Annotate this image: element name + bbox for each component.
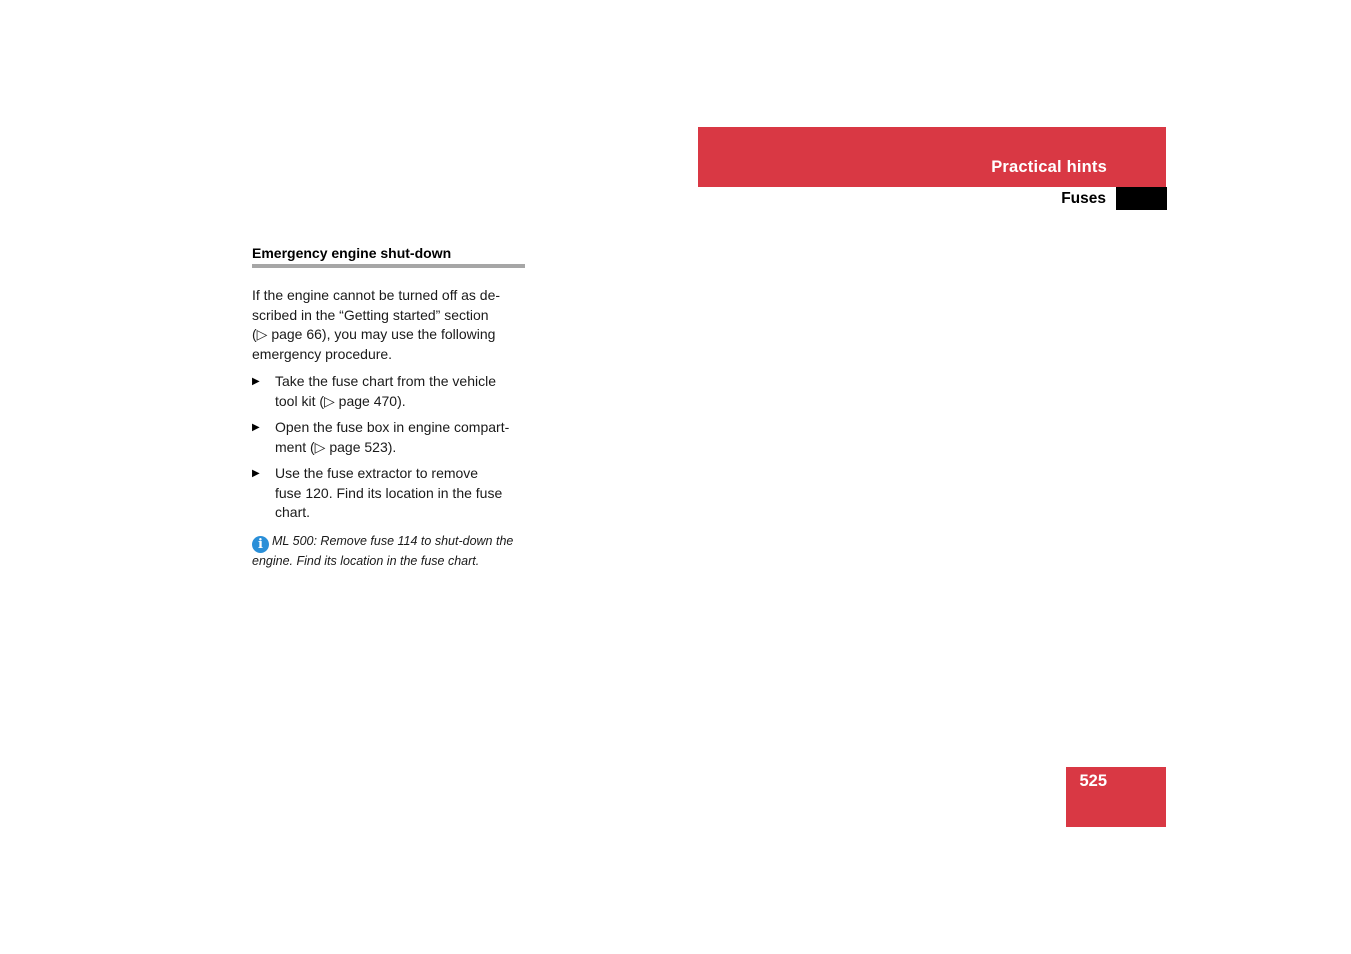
main-content	[252, 245, 525, 570]
page-number-box	[1066, 767, 1166, 827]
note-line: engine. Find its location in the fuse chart.	[252, 553, 480, 568]
triangle-bullet-icon: ▶	[252, 422, 260, 433]
intro-paragraph	[252, 286, 525, 364]
info-note	[252, 533, 525, 570]
section-heading: Emergency engine shut-down	[252, 245, 525, 268]
chapter-header-band	[698, 127, 1166, 187]
intro-line: emergency procedure.	[252, 345, 393, 362]
procedure-step	[252, 418, 525, 457]
step-line: tool kit (▷ page 470).	[275, 392, 406, 409]
triangle-bullet-icon: ▶	[252, 468, 260, 479]
intro-line: (▷ page 66), you may use the following	[252, 326, 496, 342]
triangle-bullet-icon: ▶	[252, 376, 260, 387]
step-line: Open the fuse box in engine compart-	[275, 419, 510, 435]
note-line: ML 500: Remove fuse 114 to shut-down the	[272, 533, 514, 548]
section-title: Fuses	[1061, 190, 1106, 207]
intro-line: scribed in the “Getting started” section	[252, 306, 489, 323]
step-line: fuse 120. Find its location in the fuse	[275, 484, 503, 501]
step-line: Take the fuse chart from the vehicle	[275, 373, 496, 389]
chapter-title: Practical hints	[991, 158, 1107, 176]
step-line: ment (▷ page 523).	[275, 438, 397, 455]
intro-line: If the engine cannot be turned off as de-	[252, 287, 501, 303]
procedure-step	[252, 372, 525, 411]
section-tab-marker	[1116, 187, 1167, 210]
step-line: chart.	[275, 504, 311, 520]
page-number: 525	[1079, 772, 1107, 790]
procedure-step	[252, 464, 525, 523]
info-icon: i	[252, 536, 269, 553]
step-line: Use the fuse extractor to remove	[275, 465, 479, 481]
procedure-steps	[252, 372, 525, 523]
